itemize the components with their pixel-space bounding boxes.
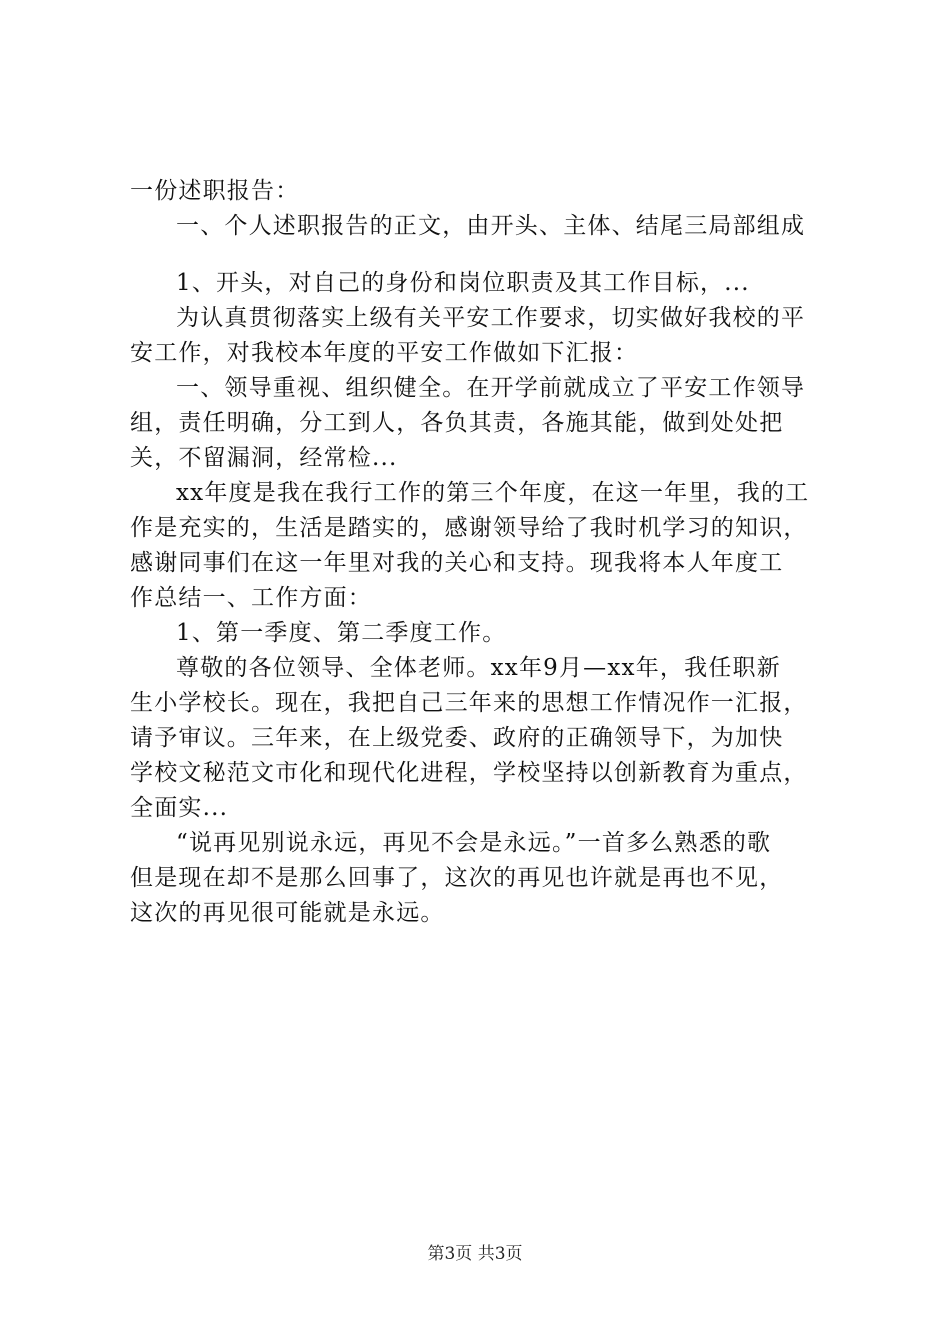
text-line: 一、个人述职报告的正文，由开头、主体、结尾三局部组成 (176, 213, 806, 239)
text-line: 1、开头，对自己的身份和岗位职责及其工作目标，... (176, 270, 750, 296)
page-footer: 第3页 共3页 (427, 1244, 523, 1264)
text-line: 学校文秘范文市化和现代化进程，学校坚持以创新教育为重点， (130, 760, 808, 786)
text-line: 这次的再见很可能就是永远。 (130, 900, 445, 926)
text-line: 作是充实的，生活是踏实的，感谢领导给了我时机学习的知识， (130, 515, 808, 541)
paragraph-gap (130, 244, 836, 266)
text-line: 安工作，对我校本年度的平安工作做如下汇报： (130, 340, 639, 366)
text-line: xx年度是我在我行工作的第三个年度，在这一年里，我的工 (176, 480, 810, 506)
text-line: 一份述职报告： (130, 178, 300, 204)
text-line: 一、领导重视、组织健全。在开学前就成立了平安工作领导 (176, 375, 806, 401)
document-body (130, 174, 836, 931)
text-line: 请予审议。三年来，在上级党委、政府的正确领导下，为加快 (130, 725, 784, 751)
text-line: 为认真贯彻落实上级有关平安工作要求，切实做好我校的平 (176, 305, 806, 331)
text-line: 组，责任明确，分工到人，各负其责，各施其能，做到处处把 (130, 410, 784, 436)
text-line: 关，不留漏洞，经常检... (130, 445, 398, 471)
text-line: “说再见别说永远，再见不会是永远。”一首多么熟悉的歌 (176, 830, 772, 856)
text-line: 但是现在却不是那么回事了，这次的再见也许就是再也不见， (130, 865, 784, 891)
text-line: 全面实... (130, 795, 229, 821)
text-line: 尊敬的各位领导、全体老师。xx年9月—xx年，我任职新 (176, 655, 781, 681)
text-line: 作总结一、工作方面： (130, 585, 372, 611)
text-line: 感谢同事们在这一年里对我的关心和支持。现我将本人年度工 (130, 550, 784, 576)
text-line: 生小学校长。现在，我把自己三年来的思想工作情况作一汇报， (130, 690, 808, 716)
text-line: 1、第一季度、第二季度工作。 (176, 620, 507, 646)
